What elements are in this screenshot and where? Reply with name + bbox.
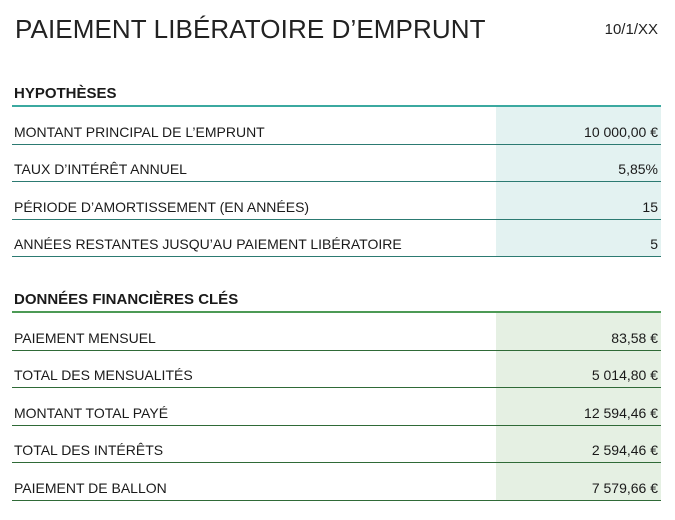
monthly-payment-value[interactable]: 83,58 € [496,313,661,350]
assumptions-section [12,85,661,257]
financial-row [12,351,661,389]
annual-interest-rate-input[interactable]: 5,85% [496,145,661,182]
assumption-row [12,182,661,220]
years-until-balloon-input[interactable]: 5 [496,220,661,257]
balloon-payment-value[interactable]: 7 579,66 € [496,463,661,500]
financial-label: PAIEMENT MENSUEL [14,329,156,346]
total-amount-paid-value[interactable]: 12 594,46 € [496,388,661,425]
assumptions-header: HYPOTHÈSES [12,85,661,107]
financial-row [12,388,661,426]
financial-row [12,426,661,464]
assumption-label: PÉRIODE D’AMORTISSEMENT (EN ANNÉES) [14,198,310,215]
total-monthly-payments-value[interactable]: 5 014,80 € [496,351,661,388]
total-interest-value[interactable]: 2 594,46 € [496,426,661,463]
loan-principal-input[interactable]: 10 000,00 € [496,107,661,144]
assumption-label: TAUX D’INTÉRÊT ANNUEL [14,161,187,177]
assumption-label: MONTANT PRINCIPAL DE L’EMPRUNT [14,123,265,140]
assumption-row [12,220,661,258]
date-cell[interactable]: 10/1/XX [604,21,658,38]
amortization-period-input[interactable]: 15 [496,182,661,219]
financial-label: PAIEMENT DE BALLON [14,479,167,496]
financial-label: TOTAL DES MENSUALITÉS [14,367,193,383]
financial-label: MONTANT TOTAL PAYÉ [14,404,169,421]
financial-label: TOTAL DES INTÉRÊTS [14,442,164,458]
assumption-row [12,145,661,183]
financial-header: DONNÉES FINANCIÈRES CLÉS [12,291,661,313]
page-title: PAIEMENT LIBÉRATOIRE D’EMPRUNT [15,14,486,44]
financial-row [12,313,661,351]
assumption-row [12,107,661,145]
financial-row [12,463,661,501]
financial-section [12,291,661,501]
assumption-label: ANNÉES RESTANTES JUSQU’AU PAIEMENT LIBÉRATOIRE [14,236,402,252]
